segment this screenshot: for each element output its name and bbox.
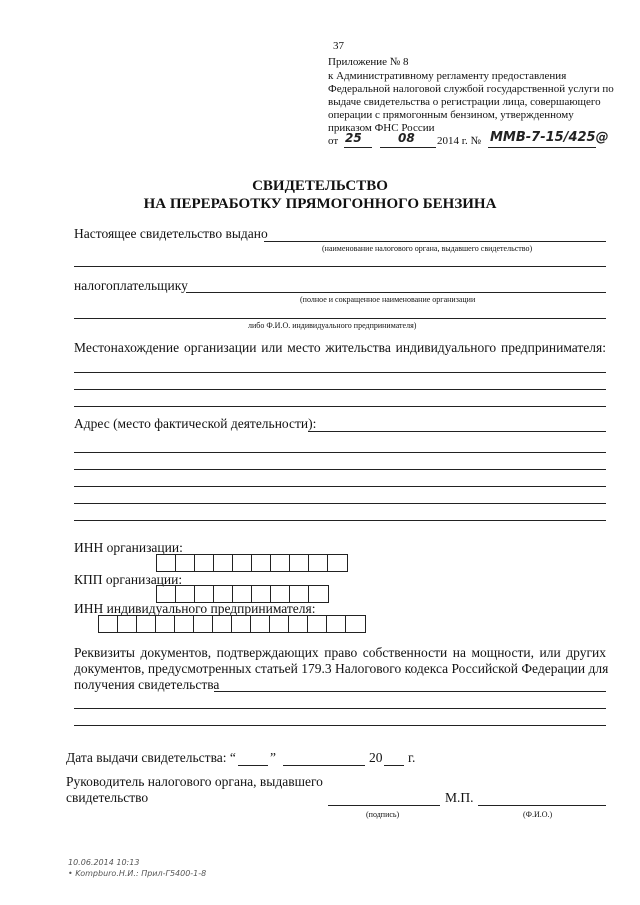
inn-org-cell[interactable] [233, 555, 252, 571]
header-line-2: Федеральной налоговой службой государственной услуги по [328, 83, 614, 95]
kpp-org-cell[interactable] [290, 586, 309, 602]
issued-hint: (наименование налогового органа, выдавшего свидетельство) [322, 244, 533, 253]
inn-org-cell[interactable] [214, 555, 233, 571]
stamp-label: М.П. [445, 790, 474, 805]
kpp-org-cell[interactable] [271, 586, 290, 602]
footer-source: • Kompburo.Н.И.: Прил-Г5400-1-8 [68, 869, 207, 878]
kpp-org-cell[interactable] [214, 586, 233, 602]
kpp-org-cell[interactable] [233, 586, 252, 602]
taxpayer-line[interactable] [186, 292, 606, 293]
location-line-3[interactable] [74, 406, 606, 407]
header-line-4: операции с прямогонным бензином, утвержденному [328, 109, 574, 121]
kpp-org-cell[interactable] [252, 586, 271, 602]
taxpayer-hint-2: либо Ф.И.О. индивидуального предпринимателя) [248, 321, 417, 330]
taxpayer-line-2[interactable] [74, 318, 606, 319]
inn-ip-cell[interactable] [175, 616, 194, 632]
footer-timestamp: 10.06.2014 10:13 [68, 858, 140, 867]
fio-line[interactable] [478, 805, 606, 806]
inn-ip-cell[interactable] [308, 616, 327, 632]
header-line-5: приказом ФНС России [328, 122, 435, 134]
location-line-1[interactable] [74, 372, 606, 373]
inn-ip-cell[interactable] [118, 616, 137, 632]
kpp-org-cell[interactable] [176, 586, 195, 602]
inn-ip-cell[interactable] [99, 616, 118, 632]
address-line-3[interactable] [74, 486, 606, 487]
inn-org-cell[interactable] [195, 555, 214, 571]
page-number: 37 [333, 40, 344, 52]
date-year-line[interactable] [384, 765, 404, 766]
inn-ip-cell[interactable] [327, 616, 346, 632]
kpp-org-label: КПП организации: [74, 572, 183, 587]
issued-line-2[interactable] [74, 266, 606, 267]
issued-line[interactable] [264, 241, 606, 242]
date-year-prefix: 20 [369, 750, 383, 765]
date-label: Дата выдачи свидетельства: “ [66, 750, 236, 765]
order-month-line [380, 147, 436, 148]
document-title: СВИДЕТЕЛЬСТВО [252, 178, 388, 194]
inn-ip-cell[interactable] [251, 616, 270, 632]
inn-ip-cell[interactable] [156, 616, 175, 632]
date-day-line[interactable] [238, 765, 268, 766]
header-line-1: к Административному регламенту предоставления [328, 70, 567, 82]
inn-org-cell[interactable] [157, 555, 176, 571]
issued-label: Настоящее свидетельство выдано [74, 226, 268, 241]
inn-org-label: ИНН организации: [74, 540, 183, 555]
inn-ip-cell[interactable] [137, 616, 156, 632]
requisites-line-1: Реквизиты документов, подтверждающих право собственности на мощности, или других [74, 645, 606, 660]
taxpayer-label: налогоплательщику [74, 278, 188, 293]
inn-ip-cell[interactable] [289, 616, 308, 632]
order-number: ММВ-7-15/425@ [490, 130, 609, 145]
taxpayer-hint: (полное и сокращенное наименование организации [300, 295, 476, 304]
inn-org-grid[interactable] [156, 554, 348, 572]
inn-org-cell[interactable] [309, 555, 328, 571]
address-line-5[interactable] [74, 520, 606, 521]
head-label-1: Руководитель налогового органа, выдавшего [66, 774, 323, 789]
requisites-line-b[interactable] [74, 708, 606, 709]
order-month: 08 [398, 131, 415, 145]
document-subtitle: НА ПЕРЕРАБОТКУ ПРЯМОГОННОГО БЕНЗИНА [143, 196, 497, 212]
address-label: Адрес (место фактической деятельности): [74, 416, 317, 431]
inn-org-cell[interactable] [252, 555, 271, 571]
date-year-suffix: г. [408, 750, 416, 765]
address-line-1[interactable] [74, 452, 606, 453]
kpp-org-cell[interactable] [195, 586, 214, 602]
inn-ip-cell[interactable] [213, 616, 232, 632]
inn-ip-cell[interactable] [270, 616, 289, 632]
inn-ip-cell[interactable] [232, 616, 251, 632]
requisites-line-a[interactable] [214, 691, 606, 692]
requisites-line-3: получения свидетельства [74, 677, 220, 692]
date-month-line[interactable] [283, 765, 365, 766]
order-day: 25 [345, 131, 362, 145]
inn-ip-cell[interactable] [346, 616, 365, 632]
inn-org-cell[interactable] [328, 555, 347, 571]
inn-org-cell[interactable] [176, 555, 195, 571]
order-from-label: от [328, 135, 339, 147]
requisites-line-c[interactable] [74, 725, 606, 726]
order-number-line [488, 147, 596, 148]
appendix-number: Приложение № 8 [328, 56, 409, 68]
inn-org-cell[interactable] [290, 555, 309, 571]
inn-ip-cell[interactable] [194, 616, 213, 632]
order-year-label: 2014 г. № [437, 135, 482, 147]
inn-org-cell[interactable] [271, 555, 290, 571]
fio-hint: (Ф.И.О.) [523, 810, 553, 819]
address-line-0[interactable] [308, 431, 606, 432]
inn-ip-label: ИНН индивидуального предпринимателя: [74, 601, 316, 616]
header-line-3: выдаче свидетельства о регистрации лица, совершающего [328, 96, 601, 108]
signature-hint: (подпись) [366, 810, 400, 819]
signature-line[interactable] [328, 805, 440, 806]
location-label: Местонахождение организации или место жительства индивидуального предпринимателя: [74, 340, 606, 355]
address-line-4[interactable] [74, 503, 606, 504]
order-day-line [344, 147, 372, 148]
kpp-org-cell[interactable] [309, 586, 328, 602]
location-line-2[interactable] [74, 389, 606, 390]
head-label-2: свидетельство [66, 790, 149, 805]
kpp-org-cell[interactable] [157, 586, 176, 602]
requisites-line-2: документов, предусмотренных статьей 179.3 Налогового кодекса Российской Федерации для [74, 661, 609, 676]
date-quote-close: ” [270, 750, 276, 765]
address-line-2[interactable] [74, 469, 606, 470]
inn-ip-grid[interactable] [98, 615, 366, 633]
